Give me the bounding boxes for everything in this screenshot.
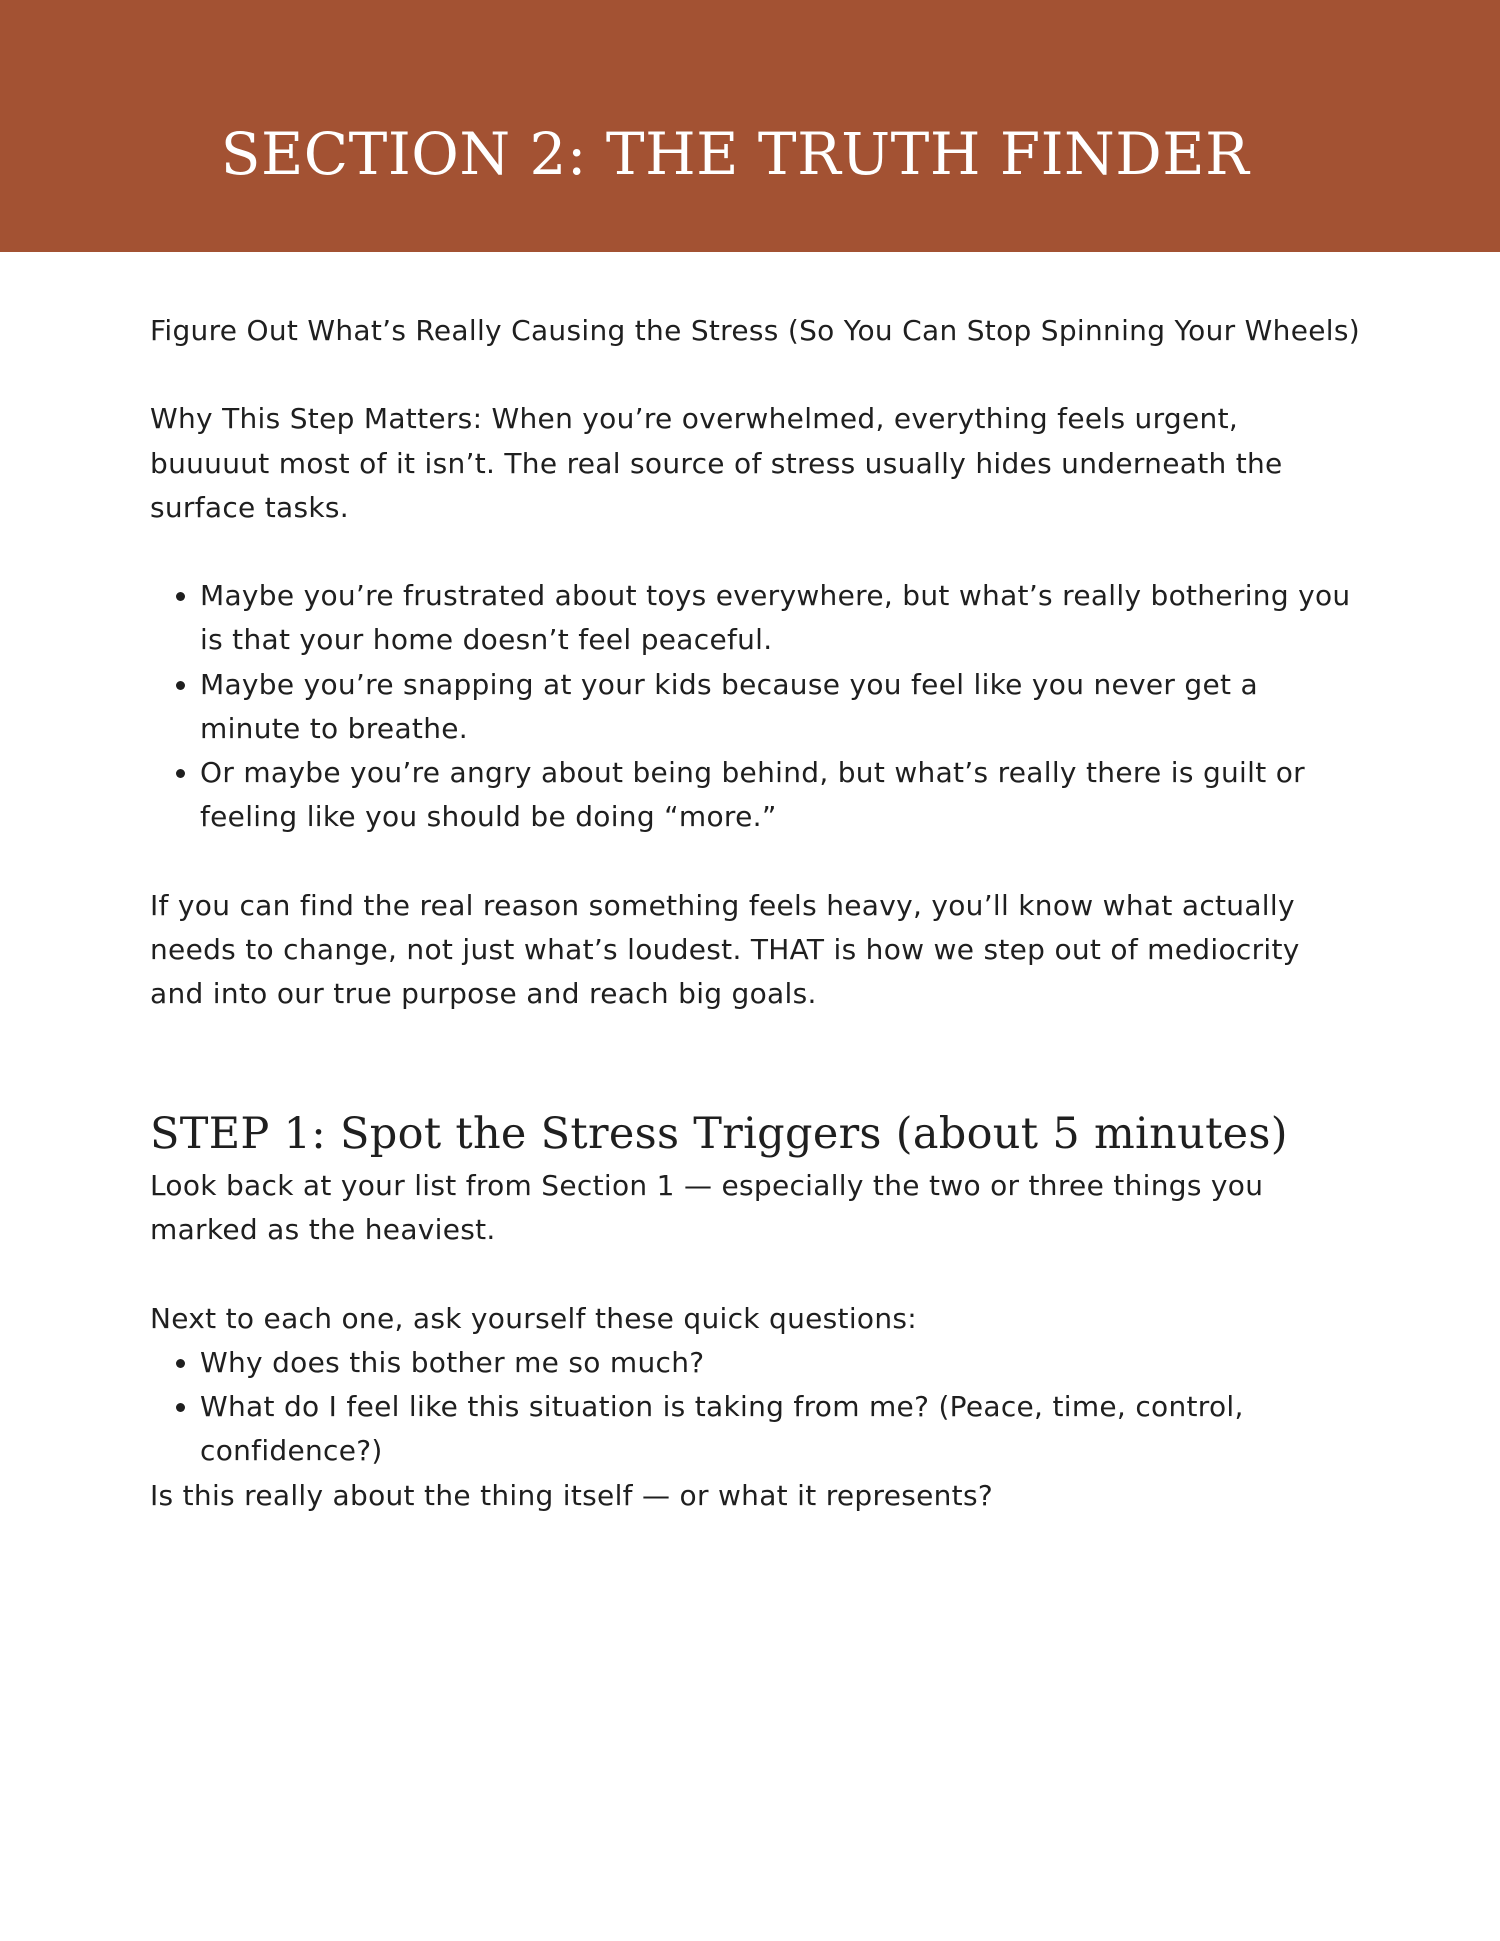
list-item: • Maybe you’re frustrated about toys everywhere, but what’s really bothering you is that your home doesn’t feel peaceful. — [200, 574, 1360, 662]
why-this-matters-paragraph: Why This Step Matters: When you’re overwhelmed, everything feels urgent, buuuuut most of it isn’t. The real source of stress usually hides underneath the surface tasks. — [150, 402, 1283, 524]
section-title: SECTION 2: THE TRUTH FINDER — [220, 120, 1250, 188]
closing-paragraph: If you can find the real reason something feels heavy, you’ll know what actually needs to change, not just what’s loudest. THAT is how we step out of mediocrity and into our true purpose and reach big goals. — [150, 888, 1300, 1010]
section-subtitle: Figure Out What’s Really Causing the Stress (So You Can Stop Spinning Your Wheels) — [150, 314, 1360, 347]
list-item: • Maybe you’re snapping at your kids because you feel like you never get a minute to breathe. — [200, 663, 1360, 751]
examples-list — [150, 574, 1360, 839]
list-item: • What do I feel like this situation is taking from me? (Peace, time, control, confidence?) — [200, 1385, 1360, 1473]
spacer — [150, 839, 1360, 883]
spacer — [150, 1016, 1360, 1104]
list-item: • Or maybe you’re angry about being behind, but what’s really there is guilt or feeling like you should be doing “more.” — [200, 751, 1360, 839]
list-item: • Why does this bother me so much? — [200, 1341, 1360, 1385]
spacer — [150, 530, 1360, 574]
final-question: Is this really about the thing itself — or what it represents? — [150, 1478, 994, 1512]
spacer — [150, 1253, 1360, 1297]
questions-list — [150, 1341, 1360, 1474]
questions-intro: Next to each one, ask yourself these quick questions: — [150, 1301, 918, 1335]
page-content — [150, 309, 1360, 1518]
step-1-instruction: Look back at your list from Section 1 — especially the two or three things you marked as the heaviest. — [150, 1169, 1264, 1247]
section-header-band — [0, 0, 1500, 252]
step-1-heading: STEP 1: Spot the Stress Triggers (about 5 minutes) — [150, 1109, 1288, 1160]
spacer — [150, 353, 1360, 397]
